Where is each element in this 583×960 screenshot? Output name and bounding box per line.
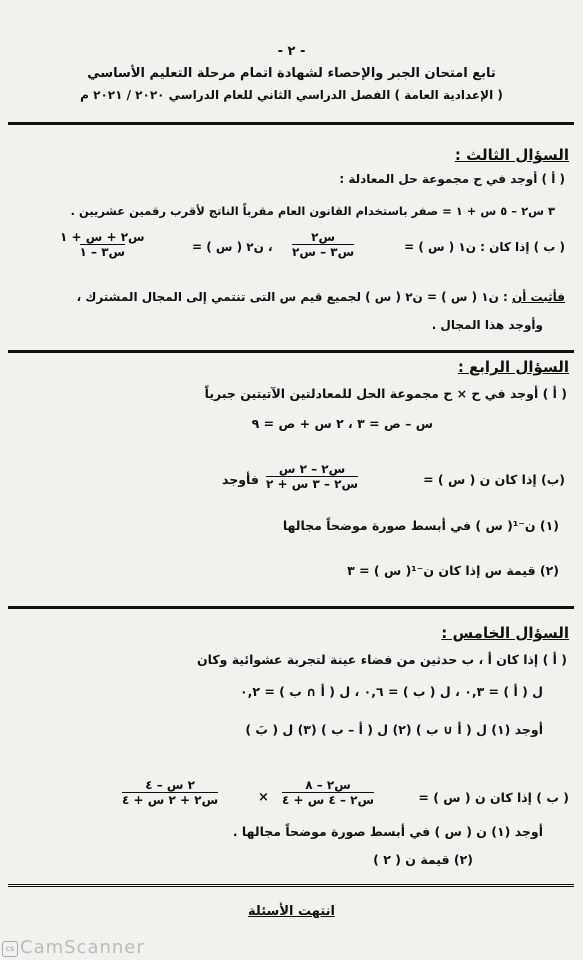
q3-part-b-mid: ، ن٢ ( س ) = — [192, 240, 273, 254]
divider — [8, 350, 574, 353]
q5-part-a-line3: أوجد (١) ل ( أ ∪ ب ) (٢) ل ( أ – ب ) (٣) ل ( بَ ) — [245, 722, 543, 737]
q4-part-b-lead: (ب) إذا كان ن ( س ) = — [423, 472, 565, 487]
q3-fraction-1 — [292, 230, 354, 259]
q3-part-c-text: : ن١ ( س ) = ن٢ ( س ) لجميع قيم س التى تنتمي إلى المجال المشترك ، — [76, 290, 508, 304]
q4-part-a-line1: ( أ ) أوجد في ح × ح مجموعة الحل للمعادلتين الآتيتين جبرياً — [204, 386, 567, 401]
q5-part-b-item2: (٢) قيمة ن ( ٢ ) — [373, 852, 473, 867]
exam-title: تابع امتحان الجبر والإحصاء لشهادة اتمام مرحلة التعليم الأساسي — [87, 66, 496, 81]
q5-part-b-lead: ( ب ) إذا كان ن ( س ) = — [418, 790, 569, 805]
q3-part-b-lead: ( ب ) إذا كان : ن١ ( س ) = — [404, 240, 565, 254]
q4-part-b-item1: (١) ن⁻¹( س ) في أبسط صورة موضحاً مجالها — [282, 518, 559, 533]
question-5-heading: السؤال الخامس : — [441, 624, 569, 642]
q4-part-a-line2: س – ص = ٣ ، ٢ س + ص = ٩ — [251, 416, 433, 431]
q3-part-a-line1: ( أ ) أوجد في ح مجموعة حل المعادلة : — [339, 172, 565, 186]
question-3-heading: السؤال الثالث : — [454, 146, 569, 164]
multiply-sign: × — [258, 790, 269, 805]
q3-fraction-1-den: س٣ – س٢ — [292, 245, 355, 259]
q5-fraction-1-num: س٢ – ٨ — [305, 778, 351, 792]
q5-fraction-1 — [282, 778, 374, 807]
divider — [8, 884, 574, 891]
question-4-heading: السؤال الرابع : — [457, 358, 569, 376]
q5-fraction-2-num: ٢ س – ٤ — [145, 778, 195, 792]
divider — [8, 606, 574, 609]
q4-fraction-den: س٢ – ٣ س + ٢ — [266, 477, 359, 491]
page-number: - ٢ - — [277, 44, 306, 59]
camscanner-icon: cs — [2, 941, 18, 957]
q5-fraction-2 — [122, 778, 218, 807]
exam-subtitle: ( الإعدادية العامة ) الفصل الدراسي الثاني للعام الدراسي ٢٠٢٠ / ٢٠٢١ م — [80, 88, 503, 102]
q4-fraction — [266, 462, 358, 491]
q4-fraction-num: س٢ – ٢ س — [278, 462, 346, 476]
q4-part-b-item2: (٢) قيمة س إذا كان ن⁻¹( س ) = ٣ — [347, 563, 559, 578]
q5-part-a-line1: ( أ ) إذا كان أ ، ب حدثين من فضاء عينة لتجربة عشوائية وكان — [196, 652, 567, 667]
q3-part-a-line2: ٣ س٢ – ٥ س + ١ = صفر باستخدام القانون العام مقرباً الناتج لأقرب رقمين عشريين . — [70, 204, 555, 218]
end-of-questions: انتهت الأسئلة — [248, 904, 335, 919]
scanner-watermark: CamScanner — [20, 937, 145, 958]
q3-fraction-1-num: س٢ — [311, 230, 336, 244]
q3-part-c — [77, 290, 565, 304]
q5-part-b-item1: أوجد (١) ن ( س ) في أبسط صورة موضحاً مجالها . — [232, 824, 543, 839]
q5-fraction-2-den: س٢ + ٢ س + ٤ — [122, 793, 219, 807]
q5-fraction-1-den: س٢ – ٤ س + ٤ — [282, 793, 375, 807]
q3-part-c-line2: وأوجد هذا المجال . — [431, 318, 543, 332]
q3-fraction-2-num: س٢ + س + ١ — [60, 230, 145, 244]
q3-fraction-2 — [60, 230, 145, 259]
q3-fraction-2-den: س٣ – ١ — [79, 245, 126, 259]
q5-part-a-line2: ل ( أ ) = ٠,٣ ، ل ( ب ) = ٠,٦ ، ل ( أ ∩ ب ) = ٠,٢ — [239, 684, 543, 699]
divider — [8, 122, 574, 125]
q4-part-b-tail: فأوجد — [222, 472, 259, 487]
q3-part-c-label: فأثبت أن — [511, 290, 565, 304]
